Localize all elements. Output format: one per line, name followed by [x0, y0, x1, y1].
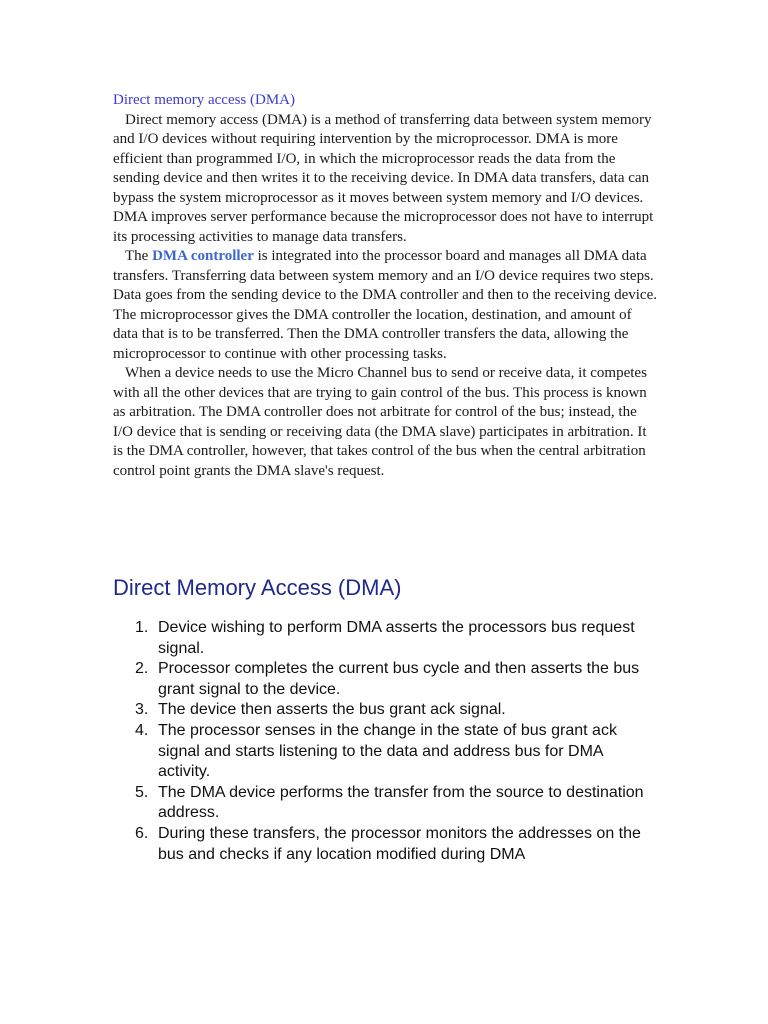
list-item-text: Processor completes the current bus cycle and then asserts the bus grant signal to the device.	[158, 660, 640, 698]
list-item-number: 2.	[135, 660, 149, 678]
list-item	[113, 721, 653, 783]
slide-title: Direct Memory Access (DMA)	[113, 575, 402, 600]
list-item-text: During these transfers, the processor monitors the addresses on the bus and checks if any location modified during DMA	[158, 824, 641, 863]
list-item-text: The processor senses in the change in the state of bus grant ack signal and starts listening to the data and address bus for DMA activity.	[158, 721, 617, 781]
list-item-text: The device then asserts the bus grant ack signal.	[158, 701, 506, 719]
dma-controller-link[interactable]: DMA controller	[152, 248, 254, 264]
list-item-number: 3.	[135, 701, 149, 719]
section-heading: Direct memory access (DMA)	[113, 92, 296, 108]
list-item-text: The DMA device performs the transfer from the source to destination address.	[158, 783, 644, 822]
paragraph-prefix: The	[125, 248, 153, 264]
list-item	[113, 659, 653, 700]
list-item	[113, 618, 653, 659]
article-section	[113, 91, 658, 481]
paragraph-rest: is integrated into the processor board and manages all DMA data transfers. Transferring data between system memory and an I/O device requires two steps. Data goes from the sending device to the DMA controller and then to the receiving device. The microprocessor gives the DMA controller the location, destination, and amount of data that is to be transferred. Then the DMA controller transfers the data, allowing the microprocessor to continue with other processing tasks.	[113, 248, 657, 362]
list-item	[113, 783, 653, 824]
list-item-number: 4.	[135, 721, 149, 739]
paragraph-arbitration: When a device needs to use the Micro Channel bus to send or receive data, it competes with all the other devices that are trying to gain control of the bus. This process is known as arbitration. The DMA controller does not arbitrate for control of the bus; instead, the I/O device that is sending or receiving data (the DMA slave) participates in arbitration. It is the DMA controller, however, that takes control of the bus when the central arbitration control point grants the DMA slave's request.	[113, 365, 647, 479]
list-item-number: 6.	[135, 824, 149, 842]
paragraph-dma-definition: Direct memory access (DMA) is a method of transferring data between system memory and I/O devices without requiring intervention by the microprocessor. DMA is more efficient than programmed I/O, in which the microprocessor reads the data from the sending device and then writes it to the receiving device. In DMA data transfers, data can bypass the system microprocessor as it moves between system memory and I/O devices. DMA improves server performance because the microprocessor does not have to interrupt its processing activities to manage data transfers.	[113, 111, 654, 245]
list-item-number: 5.	[135, 783, 149, 801]
list-item-number: 1.	[135, 619, 149, 636]
list-item	[113, 700, 653, 721]
paragraph-dma-controller	[113, 247, 658, 364]
list-item-text: Device wishing to perform DMA asserts the processors bus request signal.	[158, 619, 635, 657]
list-item	[113, 824, 653, 865]
dma-steps-list	[113, 618, 653, 865]
